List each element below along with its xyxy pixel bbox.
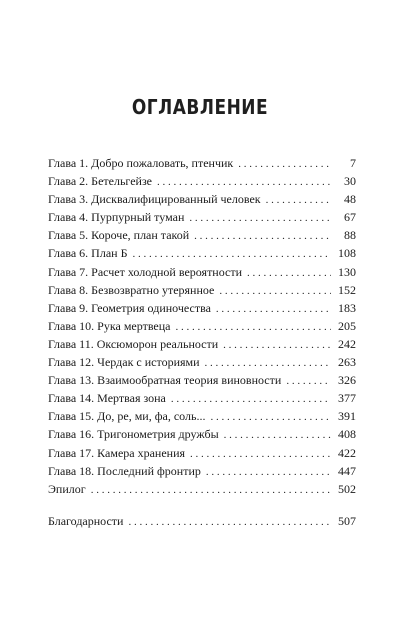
toc-entry-chapter-10 (48, 317, 356, 335)
toc-entry-label: Глава 1. Добро пожаловать, птенчик (48, 156, 234, 170)
toc-entry-page: 447 (338, 463, 356, 478)
dot-leader (194, 227, 331, 245)
toc-entry-page: 408 (338, 427, 356, 442)
toc-entry-page: 108 (338, 246, 356, 261)
toc-entry-chapter-14 (48, 389, 356, 407)
dot-leader (91, 481, 331, 499)
dot-leader (223, 336, 331, 354)
dot-leader (176, 318, 331, 336)
toc-entry-chapter-6 (48, 244, 356, 262)
toc-entry-label: Глава 12. Чердак с историями (48, 355, 200, 370)
toc-entry-chapter-13 (48, 371, 356, 389)
toc-entry-page: 242 (338, 336, 356, 351)
toc-entry-chapter-12 (48, 353, 356, 371)
toc-entry-page: 263 (338, 355, 356, 370)
toc-entry-label: Глава 6. План Б (48, 246, 128, 261)
toc-entry-label: Глава 16. Тригонометрия дружбы (48, 427, 219, 442)
table-of-contents (48, 154, 356, 530)
dot-leader (132, 245, 331, 263)
toc-entry-page: 391 (338, 409, 356, 424)
toc-entry-label: Глава 7. Расчет холодной вероятности (48, 264, 243, 279)
toc-entry-chapter-1 (48, 154, 356, 172)
toc-entry-chapter-5 (48, 226, 356, 244)
toc-entry-chapter-15 (48, 407, 356, 425)
toc-entry-chapter-8 (48, 281, 356, 299)
toc-entry-page: 152 (338, 282, 356, 297)
toc-entry-label: Глава 10. Рука мертвеца (48, 318, 171, 333)
toc-title: ОГЛАВЛЕНИЕ (131, 96, 269, 120)
toc-entry-chapter-16 (48, 425, 356, 443)
dot-leader (210, 408, 331, 426)
toc-entry-page: 30 (344, 174, 356, 189)
toc-entry-page: 88 (344, 228, 356, 243)
toc-entry-label: Глава 9. Геометрия одиночества (48, 300, 211, 315)
toc-entry-chapter-18 (48, 462, 356, 480)
toc-entry-page: 205 (338, 318, 356, 333)
toc-entry-label: Глава 8. Безвозвратно утерянное (48, 282, 215, 297)
toc-entry-epilogue (48, 480, 356, 498)
toc-entry-page: 130 (338, 264, 356, 279)
toc-entry-chapter-17 (48, 444, 356, 462)
toc-entry-label: Глава 4. Пурпурный туман (48, 210, 185, 225)
dot-leader (247, 264, 331, 282)
toc-entry-page: 377 (338, 391, 356, 406)
dot-leader (206, 463, 331, 481)
toc-entry-label: Глава 3. Дисквалифицированный человек (48, 192, 261, 207)
toc-entry-label: Глава 17. Камера хранения (48, 445, 186, 460)
toc-entry-chapter-3 (48, 190, 356, 208)
dot-leader (189, 209, 331, 227)
toc-entry-label: Глава 11. Оксюморон реальности (48, 336, 219, 351)
toc-entry-chapter-2 (48, 172, 356, 190)
toc-entry-label: Глава 18. Последний фронтир (48, 463, 201, 478)
dot-leader (190, 445, 331, 463)
dot-leader (205, 354, 331, 372)
toc-entry-label: Глава 15. До, ре, ми, фа, соль... (48, 409, 206, 424)
toc-entry-page: 422 (338, 445, 356, 460)
toc-entry-chapter-9 (48, 299, 356, 317)
toc-entry-label: Глава 5. Короче, план такой (48, 228, 190, 243)
toc-entry-acknowledgements (48, 512, 356, 530)
toc-entry-label: Эпилог (48, 481, 86, 496)
toc-entry-page: 67 (344, 210, 356, 225)
dot-leader (224, 426, 331, 444)
toc-entry-page: 183 (338, 300, 356, 315)
toc-entry-chapter-7 (48, 263, 356, 281)
toc-entry-page: 7 (350, 156, 356, 170)
toc-entry-page: 507 (338, 513, 356, 528)
toc-entry-page: 48 (344, 192, 356, 207)
dot-leader (157, 173, 331, 191)
dot-leader (286, 372, 331, 390)
dot-leader (171, 390, 331, 408)
dot-leader (128, 513, 331, 531)
toc-entry-label: Глава 14. Мертвая зона (48, 391, 166, 406)
dot-leader (216, 300, 331, 318)
toc-entry-label: Глава 2. Бетельгейзе (48, 174, 153, 189)
toc-entry-page: 326 (338, 373, 356, 388)
dot-leader (238, 155, 331, 173)
toc-entry-label: Благодарности (48, 513, 124, 528)
toc-entry-label: Глава 13. Взаимообратная теория виновности (48, 373, 282, 388)
toc-entry-chapter-11 (48, 335, 356, 353)
dot-leader (266, 191, 331, 209)
toc-entry-page: 502 (338, 481, 356, 496)
toc-entry-chapter-4 (48, 208, 356, 226)
dot-leader (219, 282, 331, 300)
